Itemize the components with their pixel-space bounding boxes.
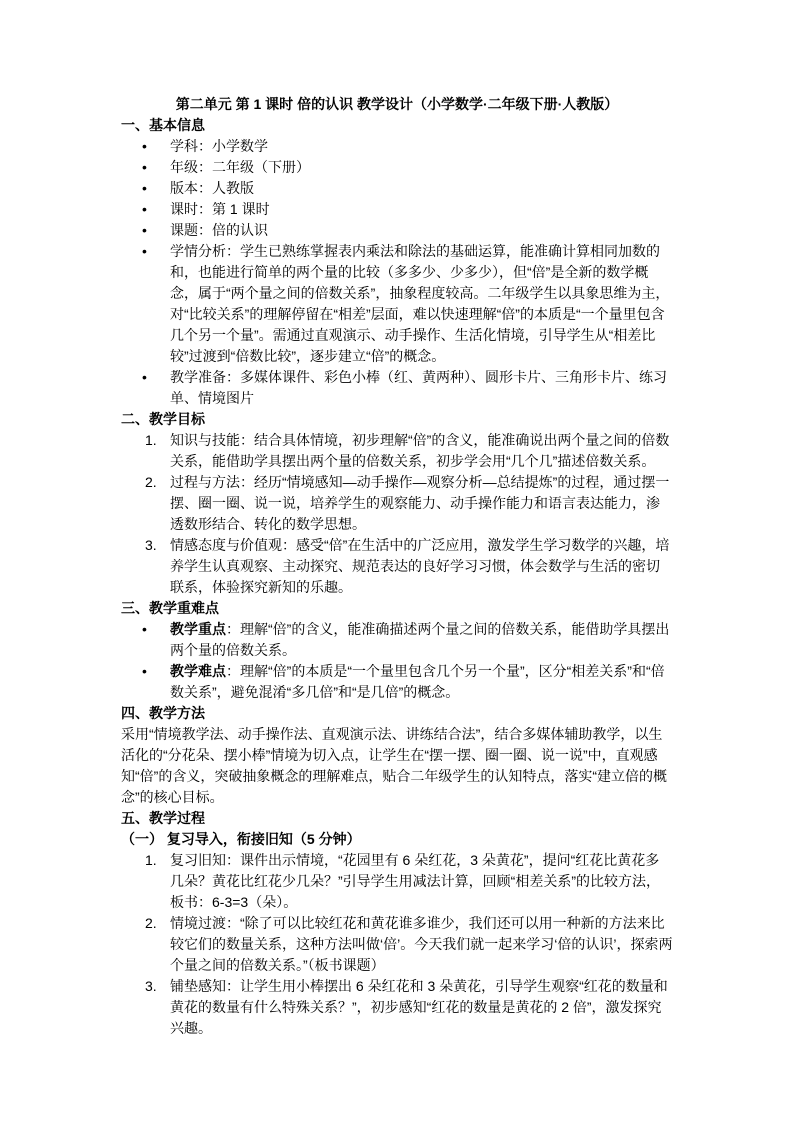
key-points-list	[121, 619, 673, 703]
numbered-item-situation-transition	[145, 913, 673, 976]
subsection-heading-review-import: （一） 复习导入，衔接旧知（5 分钟）	[121, 831, 361, 847]
numbered-item-foundation-perception	[145, 976, 673, 1039]
numbered-item-attitude-values	[145, 535, 673, 598]
item-number: 3.	[145, 537, 157, 553]
list-item-lesson-period	[170, 199, 673, 220]
section-heading-process: 五、教学过程	[121, 810, 205, 826]
section-heading-basic-info: 一、基本信息	[121, 117, 205, 133]
list-item-text: 课题：倍的认识	[170, 222, 268, 238]
list-item-text: 情感态度与价值观：感受“倍”在生活中的广泛应用，激发学生学习数学的兴趣，培养学生认真观察、主动探究、规范表达的良好学习习惯，体会数学与生活的密切联系，体验探究新知的乐趣。	[170, 537, 670, 595]
list-item-grade	[170, 157, 673, 178]
list-item-text: 铺垫感知：让学生用小棒摆出 6 朵红花和 3 朵黄花，引导学生观察“红花的数量和黄花的数量有什么特殊关系？”，初步感知“红花的数量是黄花的 2 倍”，激发探究兴趣。	[170, 978, 668, 1036]
list-item-teaching-focus	[170, 619, 673, 661]
list-item-text: 过程与方法：经历“情境感知—动手操作—观察分析—总结提炼”的过程，通过摆一摆、圈一圈、说一说，培养学生的观察能力、动手操作能力和语言表达能力，渗透数形结合、转化的数学思想。	[170, 474, 670, 532]
list-item-text: 年级：二年级（下册）	[170, 159, 310, 175]
list-item-teaching-prep	[170, 367, 673, 409]
basic-info-list	[121, 136, 673, 409]
numbered-item-process-methods	[145, 472, 673, 535]
list-item-text: 课时：第 1 课时	[170, 201, 270, 217]
item-number: 3.	[145, 978, 157, 994]
list-item-subject	[170, 136, 673, 157]
numbered-item-knowledge-skills	[145, 430, 673, 472]
section-heading-key-points: 三、教学重难点	[121, 600, 219, 616]
section-heading-objectives: 二、教学目标	[121, 411, 205, 427]
list-item-text: 教学准备：多媒体课件、彩色小棒（红、黄两种）、圆形卡片、三角形卡片、练习单、情境图片	[170, 369, 667, 406]
item-number: 1.	[145, 852, 157, 868]
item-number: 2.	[145, 474, 157, 490]
list-item-text: 版本：人教版	[170, 180, 254, 196]
numbered-item-review-old-knowledge	[145, 850, 673, 913]
list-item-text: 学科：小学数学	[170, 138, 268, 154]
list-item-text: 知识与技能：结合具体情境，初步理解“倍”的含义，能准确说出两个量之间的倍数关系，能借助学具摆出两个量的倍数关系，初步学会用“几个几”描述倍数关系。	[170, 432, 670, 469]
list-item-text: 情境过渡：“除了可以比较红花和黄花谁多谁少，我们还可以用一种新的方法来比较它们的数量关系，这种方法叫做‘倍’。今天我们就一起来学习‘倍的认识’，探索两个量之间的倍数关系。”（板书课题）	[170, 915, 673, 973]
list-item-edition	[170, 178, 673, 199]
list-item-text: ：理解“倍”的本质是“一个量里包含几个另一个量”，区分“相差关系”和“倍数关系”，避免混淆“多几倍”和“是几倍”的概念。	[170, 663, 665, 700]
list-item-learner-analysis	[170, 241, 673, 367]
list-item-topic	[170, 220, 673, 241]
list-item-text: 学情分析：学生已熟练掌握表内乘法和除法的基础运算，能准确计算相同加数的和，也能进行简单的两个量的比较（多多少、少多少），但“倍”是全新的数学概念，属于“两个量之间的倍数关系”，抽象程度较高。二年级学生以具象思维为主，对“比较关系”的理解停留在“相差”层面，难以快速理解“倍”的本质是“一个量里包含几个另一个量”。需通过直观演示、动手操作、生活化情境，引导学生从“相差比较”过渡到“倍数比较”，逐步建立“倍”的概念。	[170, 243, 670, 364]
methods-paragraph: 采用“情境教学法、动手操作法、直观演示法、讲练结合法”，结合多媒体辅助教学，以生活化的“分花朵、摆小棒”情境为切入点，让学生在“摆一摆、圈一圈、说一说”中，直观感知“倍”的含义，突破抽象概念的理解难点，贴合二年级学生的认知特点，落实“建立倍的概念”的核心目标。	[121, 726, 667, 805]
process-list	[121, 850, 673, 1039]
section-heading-methods: 四、教学方法	[121, 705, 205, 721]
objectives-list	[121, 430, 673, 598]
item-label: 教学重点	[170, 621, 226, 637]
item-label: 教学难点	[170, 663, 226, 679]
list-item-text: ：理解“倍”的含义，能准确描述两个量之间的倍数关系，能借助学具摆出两个量的倍数关系。	[170, 621, 670, 658]
list-item-text: 复习旧知：课件出示情境，“花园里有 6 朵红花，3 朵黄花”，提问“红花比黄花多几朵？黄花比红花少几朵？”引导学生用减法计算，回顾“相差关系”的比较方法，板书：6-3=3（朵）。	[170, 852, 660, 910]
item-number: 1.	[145, 432, 157, 448]
list-item-teaching-difficulty	[170, 661, 673, 703]
doc-title: 第二单元 第 1 课时 倍的认识 教学设计（小学数学·二年级下册·人教版）	[175, 96, 619, 112]
item-number: 2.	[145, 915, 157, 931]
